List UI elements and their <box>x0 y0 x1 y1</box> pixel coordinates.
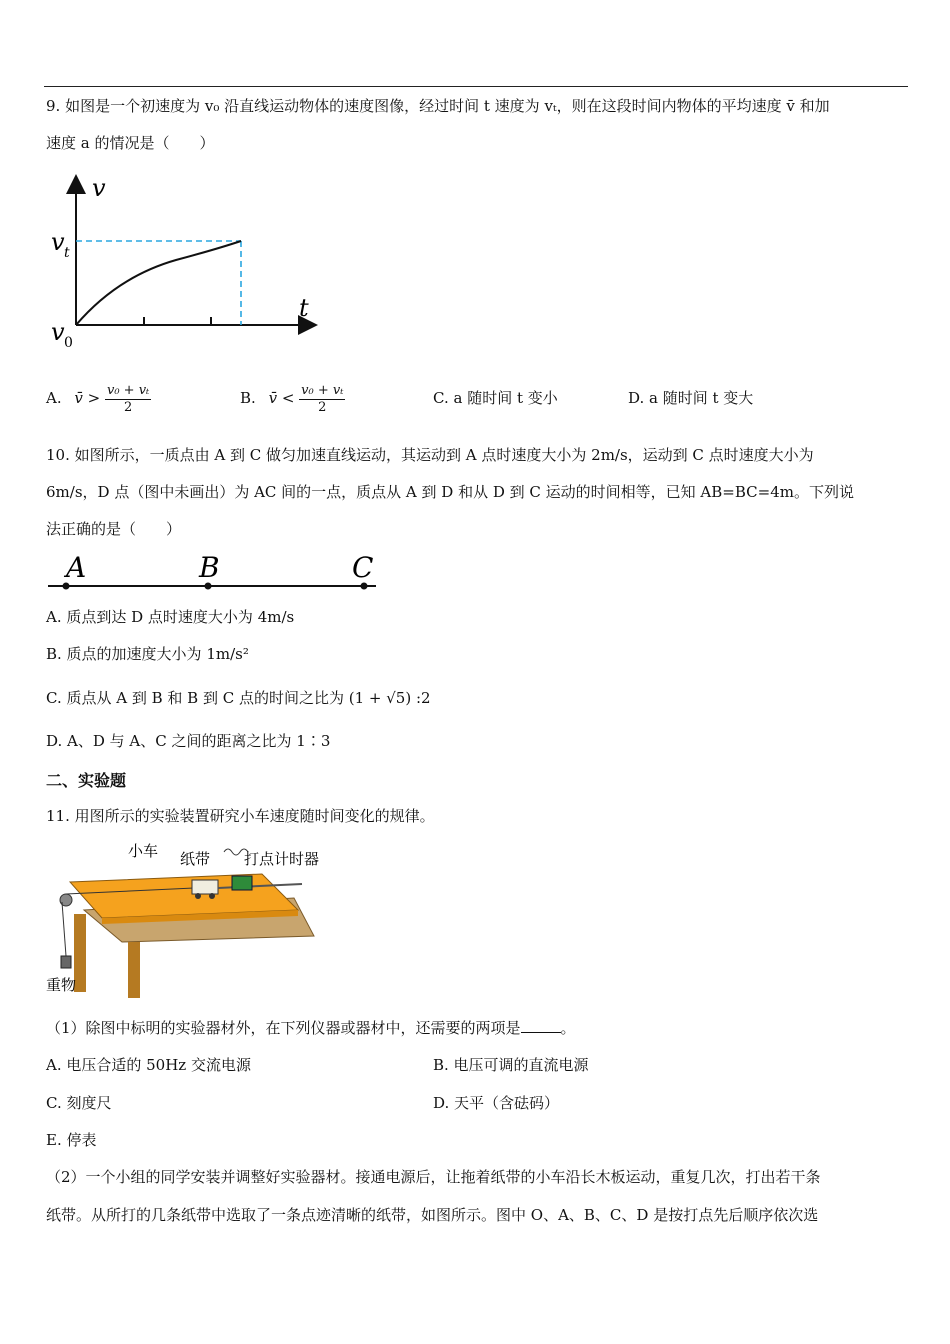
q9-option-a-fraction <box>105 383 151 416</box>
q10-line-figure <box>46 550 386 598</box>
q9-velocity-graph <box>46 170 326 360</box>
q11-table-leg-right <box>128 942 140 998</box>
q10-stem-line1: 10. 如图所示，一质点由 A 到 C 做匀加速直线运动，其运动到 A 点时速度大小为 2m/s，运动到 C 点时速度大小为 <box>46 446 814 464</box>
q11-option-c[interactable]: C. 刻度尺 <box>46 1094 112 1112</box>
q9-vt-label: v <box>51 228 65 256</box>
q11-part2-line1: （2）一个小组的同学安装并调整好实验器材。接通电源后，让拖着纸带的小车沿长木板运动，重复几次，打出若干条 <box>46 1168 821 1186</box>
q10-stem-line3: 法正确的是（ ） <box>46 520 182 538</box>
q9-vt-sub: t <box>64 245 70 261</box>
header-rule <box>44 86 908 87</box>
q11-option-e[interactable]: E. 停表 <box>46 1131 97 1149</box>
q11-label-timer: 打点计时器 <box>244 850 320 868</box>
q9-option-b-lhs: v̄ < <box>268 389 295 407</box>
q10-stem-line2: 6m/s，D 点（图中未画出）为 AC 间的一点，质点从 A 到 D 和从 D 到 C 运动的时间相等，已知 AB=BC=4m。下列说 <box>46 483 854 501</box>
q11-label-cart: 小车 <box>128 842 159 860</box>
q11-part1-text: （1）除图中标明的实验器材外，在下列仪器或器材中，还需要的两项是 <box>46 1019 521 1037</box>
q9-stem-line1: 9. 如图是一个初速度为 v₀ 沿直线运动物体的速度图像，经过时间 t 速度为 vₜ，则在这段时间内物体的平均速度 v̄ 和加 <box>46 97 830 115</box>
q11-timer <box>232 876 252 890</box>
q11-weight <box>61 956 71 968</box>
q9-option-a-denominator: 2 <box>123 399 133 415</box>
q9-velocity-curve <box>76 241 241 325</box>
q11-stem: 11. 用图所示的实验装置研究小车速度随时间变化的规律。 <box>46 807 435 825</box>
q10-point-a-label: A <box>66 551 87 584</box>
q9-option-d[interactable]: D. a 随时间 t 变大 <box>628 389 754 407</box>
q11-part1-answer-blank[interactable] <box>521 1018 561 1033</box>
q11-string <box>62 902 66 956</box>
q11-option-d[interactable]: D. 天平（含砝码） <box>433 1094 560 1112</box>
q11-part1 <box>46 1018 576 1038</box>
q9-option-a-numerator: v₀ + vₜ <box>106 382 150 398</box>
q9-option-b-fraction <box>299 383 345 416</box>
q9-option-a[interactable] <box>46 380 151 416</box>
q10-option-a[interactable]: A. 质点到达 D 点时速度大小为 4m/s <box>46 608 295 626</box>
q9-option-b-prefix: B. <box>240 389 256 407</box>
q9-v0-sub: 0 <box>64 335 73 351</box>
q11-part2-line2: 纸带。从所打的几条纸带中选取了一条点迹清晰的纸带，如图所示。图中 O、A、B、C、D 是按打点先后顺序依次选 <box>46 1206 819 1224</box>
q10-option-c[interactable]: C. 质点从 A 到 B 和 B 到 C 点的时间之比为 (1 + √5) :2 <box>46 689 431 707</box>
q11-option-a[interactable]: A. 电压合适的 50Hz 交流电源 <box>46 1056 251 1074</box>
q11-label-weight: 重物 <box>46 976 77 994</box>
q10-point-b-label: B <box>199 551 220 584</box>
q10-option-b[interactable]: B. 质点的加速度大小为 1m/s² <box>46 645 249 663</box>
q9-option-b-denominator: 2 <box>318 399 327 415</box>
q10-option-d[interactable]: D. A、D 与 A、C 之间的距离之比为 1∶3 <box>46 732 331 750</box>
q9-option-b[interactable] <box>240 380 345 416</box>
q9-option-b-numerator: v₀ + vₜ <box>301 382 344 398</box>
q11-part1-end: 。 <box>560 1019 576 1037</box>
q9-stem-line2: 速度 a 的情况是（ ） <box>46 134 215 152</box>
section-2-title: 二、实验题 <box>46 771 127 790</box>
q11-apparatus-figure <box>44 838 344 1004</box>
q10-point-c-label: C <box>352 551 374 584</box>
q9-option-a-lhs: v̄ > <box>74 389 101 407</box>
q9-option-c[interactable]: C. a 随时间 t 变小 <box>433 389 558 407</box>
q11-label-tape: 纸带 <box>180 850 211 868</box>
q11-option-b[interactable]: B. 电压可调的直流电源 <box>433 1056 589 1074</box>
q11-cart-wheel-1 <box>195 893 201 899</box>
q11-cart <box>192 880 218 894</box>
q11-cart-wheel-2 <box>209 893 215 899</box>
q9-option-a-prefix: A. <box>46 389 62 407</box>
q9-y-label: v <box>92 174 106 202</box>
q9-x-label: t <box>299 294 309 322</box>
q9-v0-label: v <box>51 318 65 346</box>
